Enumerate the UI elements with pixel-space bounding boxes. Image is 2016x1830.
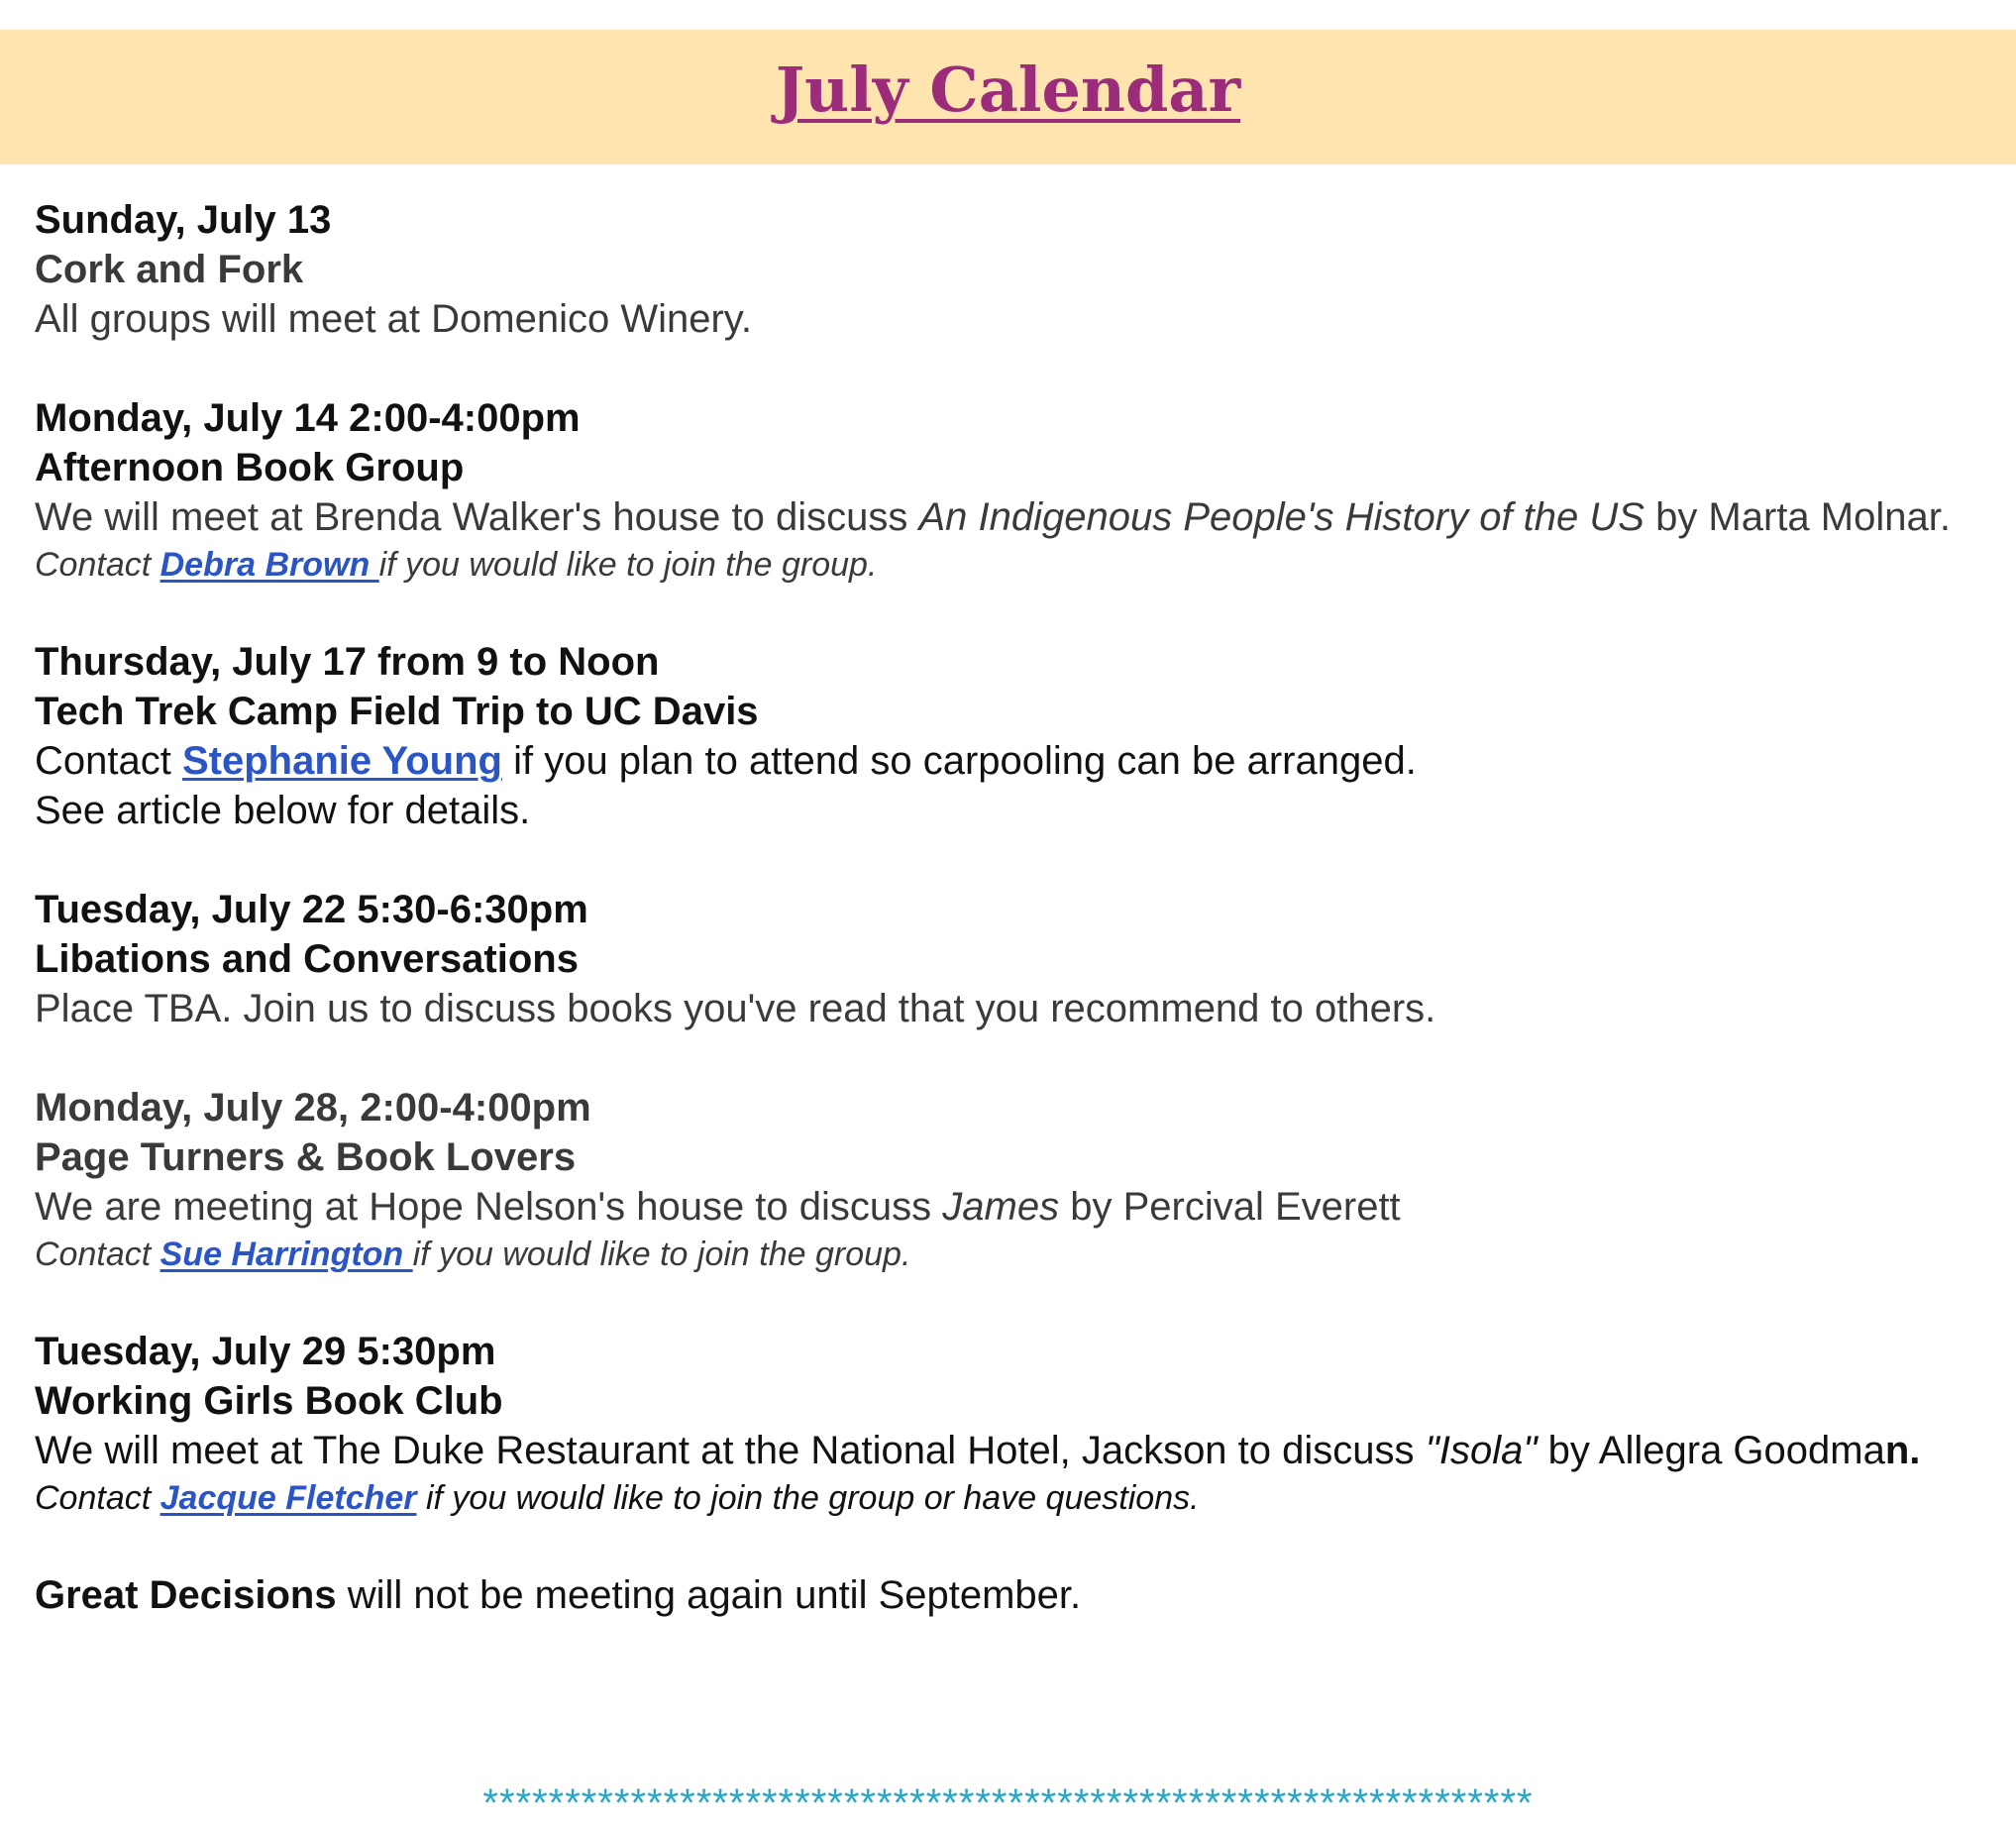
event-title: Afternoon Book Group [35, 446, 465, 489]
calendar-content [35, 195, 2001, 1669]
description-text: We are meeting at Hope Nelson's house to discuss [35, 1185, 943, 1229]
event-working-girls-book-club [35, 1327, 2001, 1521]
contact-link-stephanie-young[interactable]: Stephanie Young [181, 739, 502, 783]
event-tech-trek-field-trip [35, 637, 2001, 835]
great-decisions-text: will not be meeting again until September. [336, 1573, 1082, 1617]
description-text: We will meet at The Duke Restaurant at the National Hotel, Jackson to discuss [35, 1429, 1426, 1472]
event-contact [35, 1475, 2001, 1521]
great-decisions-name: Great Decisions [35, 1573, 337, 1617]
contact-prefix: Contact [35, 546, 160, 584]
event-date: Thursday, July 17 from 9 to Noon [35, 640, 660, 684]
event-cork-and-fork [35, 195, 2001, 344]
contact-link-debra-brown[interactable]: Debra Brown [159, 546, 379, 584]
contact-prefix: Contact [35, 1236, 160, 1273]
contact-prefix: Contact [35, 1479, 160, 1517]
book-title: James [942, 1185, 1060, 1229]
book-title: An Indigenous People's History of the US [918, 495, 1645, 539]
event-afternoon-book-group [35, 393, 2001, 588]
contact-suffix: if you would like to join the group. [412, 1236, 911, 1273]
contact-link-jacque-fletcher[interactable]: Jacque Fletcher [159, 1479, 417, 1517]
contact-link-sue-harrington[interactable]: Sue Harrington [159, 1236, 413, 1273]
calendar-header-banner [0, 30, 2016, 164]
description-text: by Allegra Goodma [1537, 1429, 1885, 1472]
asterisk-divider: **************************************************************** [482, 1781, 1534, 1825]
event-description: All groups will meet at Domenico Winery. [35, 297, 752, 341]
contact-suffix: if you plan to attend so carpooling can be arranged. [501, 739, 1417, 783]
event-description [35, 1426, 2001, 1475]
event-date: Sunday, July 13 [35, 198, 332, 242]
contact-suffix: if you would like to join the group. [378, 546, 878, 584]
great-decisions-note [35, 1570, 2001, 1620]
description-text: We will meet at Brenda Walker's house to discuss [35, 495, 919, 539]
event-title: Working Girls Book Club [35, 1379, 503, 1423]
event-date: Tuesday, July 22 5:30-6:30pm [35, 888, 588, 931]
event-date: Monday, July 14 2:00-4:00pm [35, 396, 581, 440]
great-decisions-line [35, 1570, 2001, 1620]
description-text: by Percival Everett [1059, 1185, 1401, 1229]
description-text: n. [1884, 1429, 1921, 1472]
event-contact [35, 542, 2001, 588]
event-title: Libations and Conversations [35, 937, 579, 981]
event-description [35, 1182, 2001, 1232]
contact-suffix: if you would like to join the group or have questions. [416, 1479, 1200, 1517]
event-title: Page Turners & Book Lovers [35, 1135, 577, 1179]
book-title: "Isola" [1425, 1429, 1538, 1472]
event-title: Tech Trek Camp Field Trip to UC Davis [35, 690, 759, 733]
event-title: Cork and Fork [35, 248, 304, 291]
event-libations-and-conversations [35, 885, 2001, 1033]
contact-prefix: Contact [35, 739, 182, 783]
event-page-turners [35, 1083, 2001, 1277]
event-date: Monday, July 28, 2:00-4:00pm [35, 1086, 591, 1130]
description-text: by Marta Molnar. [1644, 495, 1951, 539]
event-description: Place TBA. Join us to discuss books you've read that you recommend to others. [35, 987, 1436, 1030]
event-date: Tuesday, July 29 5:30pm [35, 1330, 496, 1373]
calendar-title-link[interactable]: July Calendar [775, 54, 1241, 126]
event-description [35, 492, 2001, 542]
event-contact [35, 736, 2001, 786]
event-contact [35, 1232, 2001, 1277]
event-note: See article below for details. [35, 789, 531, 832]
